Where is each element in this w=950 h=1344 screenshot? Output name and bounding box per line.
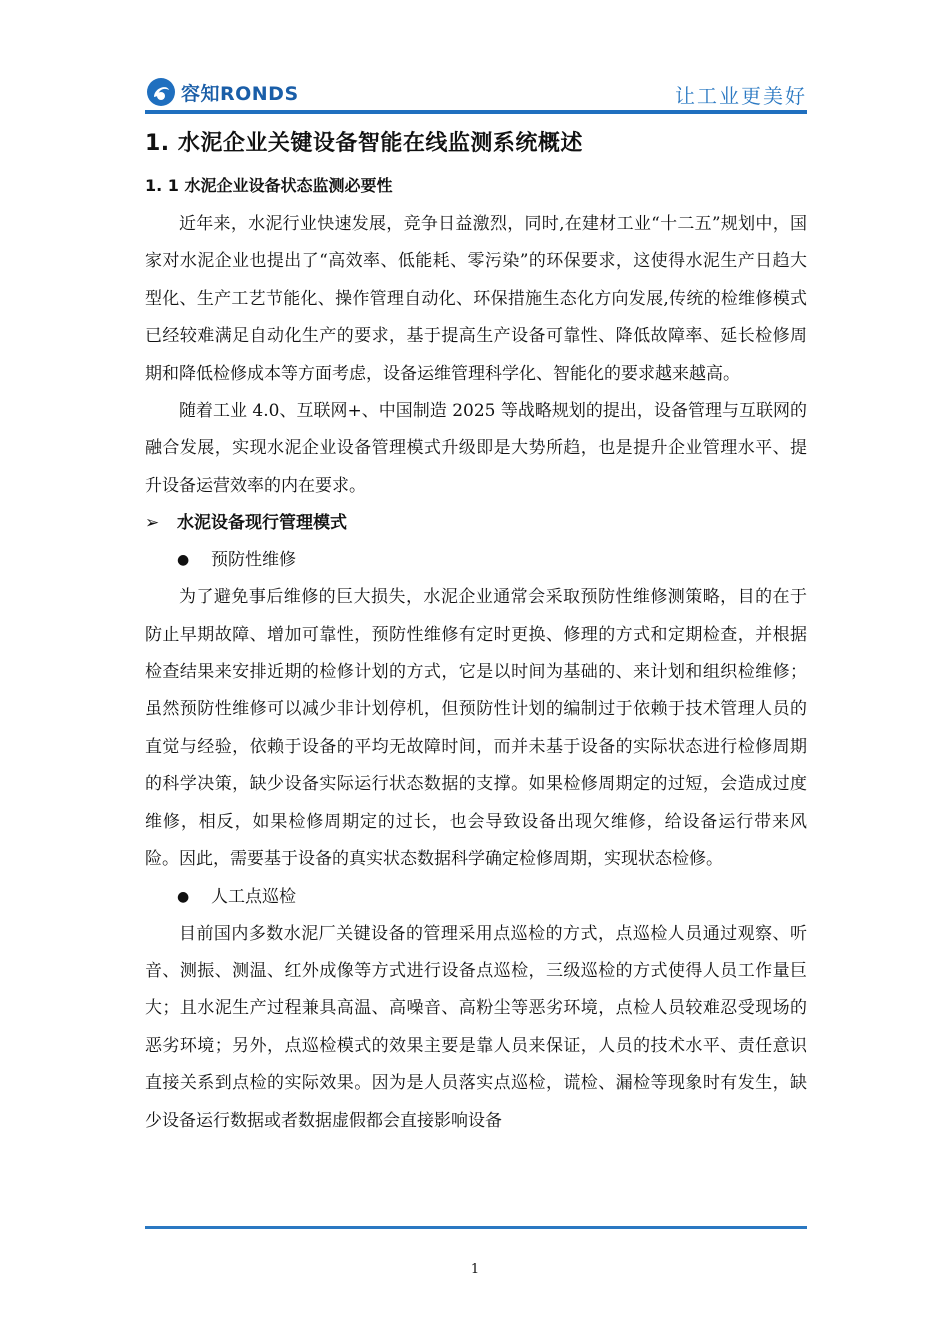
heading-level-1: 1. 水泥企业关键设备智能在线监测系统概述 [145, 131, 583, 156]
bullet-heading [145, 542, 807, 579]
logo-text: 容知RONDS [181, 82, 299, 105]
footer-divider [145, 1226, 807, 1229]
paragraph: 近年来，水泥行业快速发展，竞争日益激烈，同时,在建材工业“十二五”规划中，国家对水泥企业也提出了“高效率、低能耗、零污染”的环保要求，这使得水泥生产日趋大型化、生产工艺节能化、操作管理自动化、环保措施生态化方向发展,传统的检维修模式已经较难满足自动化生产的要求，基于提高生产设备可靠性、降低故障率、延长检修周期和降低检修成本等方面考虑，设备运维管理科学化、智能化的要求越来越高。 [145, 214, 807, 384]
header-slogan: 让工业更美好 [675, 84, 807, 108]
bullet-title: 预防性维修 [211, 550, 296, 571]
ronds-logo-icon [145, 76, 177, 108]
section-title: 水泥设备现行管理模式 [177, 513, 347, 534]
header-divider [145, 110, 807, 114]
page-number: 1 [470, 1262, 480, 1277]
paragraph: 随着工业 4.0、互联网+、中国制造 2025 等战略规划的提出，设备管理与互联网的融合发展，实现水泥企业设备管理模式升级即是大势所趋，也是提升企业管理水平、提升设备运营效率的内在要求。 [145, 401, 807, 496]
section-heading [145, 505, 807, 542]
bullet-dot-icon: ● [177, 552, 190, 569]
bullet-title: 人工点巡检 [211, 886, 296, 907]
heading-level-2: 1. 1 水泥企业设备状态监测必要性 [145, 176, 393, 195]
paragraph: 为了避免事后维修的巨大损失，水泥企业通常会采取预防性维修测策略，目的在于防止早期故障、增加可靠性，预防性维修有定时更换、修理的方式和定期检查，并根据检查结果来安排近期的检修计划的方式，它是以时间为基础的、来计划和组织检维修；虽然预防性维修可以减少非计划停机，但预防性计划的编制过于依赖于技术管理人员的直觉与经验，依赖于设备的平均无故障时间，而并未基于设备的实际状态进行检修周期的科学决策，缺少设备实际运行状态数据的支撑。如果检修周期定的过短，会造成过度维修，相反，如果检修周期定的过长，也会导致设备出现欠维修，给设备运行带来风险。因此，需要基于设备的真实状态数据科学确定检修周期，实现状态检修。 [145, 587, 807, 870]
company-logo [145, 76, 299, 108]
page-header [145, 72, 807, 112]
bullet-dot-icon: ● [177, 888, 190, 905]
paragraph: 目前国内多数水泥厂关键设备的管理采用点巡检的方式，点巡检人员通过观察、听音、测振、测温、红外成像等方式进行设备点巡检，三级巡检的方式使得人员工作量巨大；且水泥生产过程兼具高温、高噪音、高粉尘等恶劣环境，点检人员较难忍受现场的恶劣环境；另外，点巡检模式的效果主要是靠人员来保证，人员的技术水平、责任意识直接关系到点检的实际效果。因为是人员落实点巡检，谎检、漏检等现象时有发生，缺少设备运行数据或者数据虚假都会直接影响设备 [145, 923, 807, 1131]
bullet-heading [145, 879, 807, 916]
arrow-icon: ➢ [145, 513, 160, 534]
document-body [145, 122, 807, 1140]
